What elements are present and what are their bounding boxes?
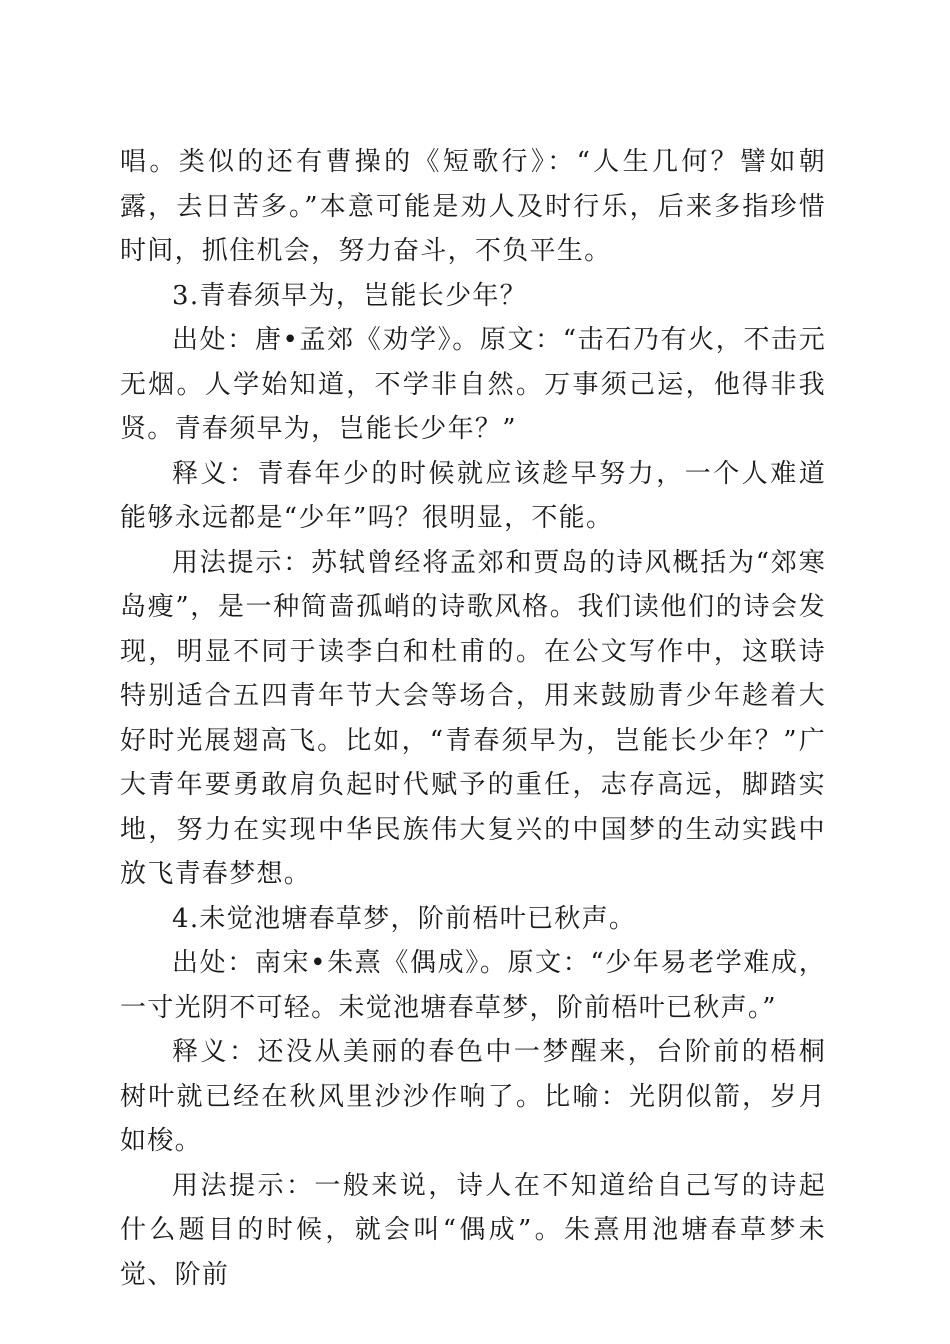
section-heading-4: 4.未觉池塘春草梦，阶前梧叶已秋声。 [172, 903, 637, 934]
section-heading-3: 3.青春须早为，岂能长少年？ [172, 280, 528, 311]
paragraph-source-4: 出处：南宋•朱熹《偶成》。原文：“少年易老学难成，一寸光阴不可轻。未觉池塘春草梦，阶前梧叶已秋声。” [120, 948, 826, 1023]
paragraph-usage-3: 用法提示：苏轼曾经将孟郊和贾岛的诗风概括为“郊寒岛瘦”，是一种简啬孤峭的诗歌风格。我们读他们的诗会发现，明显不同于读李白和杜甫的。在公文写作中，这联诗特别适合五四青年节大会等场合，用来鼓励青少年趁着大好时光展翅高飞。比如，“青春须早为，岂能长少年？”广大青年要勇敢肩负起时代赋予的重任，志存高远，脚踏实地，努力在实现中华民族伟大复兴的中国梦的生动实践中放飞青春梦想。 [120, 547, 826, 889]
paragraph-continuation: 唱。类似的还有曹操的《短歌行》：“人生几何？譬如朝露，去日苦多。”本意可能是劝人及时行乐，后来多指珍惜时间，抓住机会，努力奋斗，不负平生。 [120, 147, 826, 266]
paragraph-usage-4: 用法提示：一般来说，诗人在不知道给自己写的诗起什么题目的时候，就会叫“偶成”。朱熹用池塘春草梦未觉、阶前 [120, 1170, 826, 1290]
document-body [120, 140, 826, 1297]
paragraph-meaning-3: 释义：青春年少的时候就应该趁早努力，一个人难道能够永远都是“少年”吗？很明显，不能。 [120, 458, 826, 533]
paragraph-meaning-4: 释义：还没从美丽的春色中一梦醒来，台阶前的梧桐树叶就已经在秋风里沙沙作响了。比喻：光阴似箭，岁月如梭。 [120, 1037, 826, 1156]
paragraph-source-3: 出处：唐•孟郊《劝学》。原文：“击石乃有火，不击元无烟。人学始知道，不学非自然。万事须己运，他得非我贤。青春须早为，岂能长少年？” [120, 325, 826, 444]
